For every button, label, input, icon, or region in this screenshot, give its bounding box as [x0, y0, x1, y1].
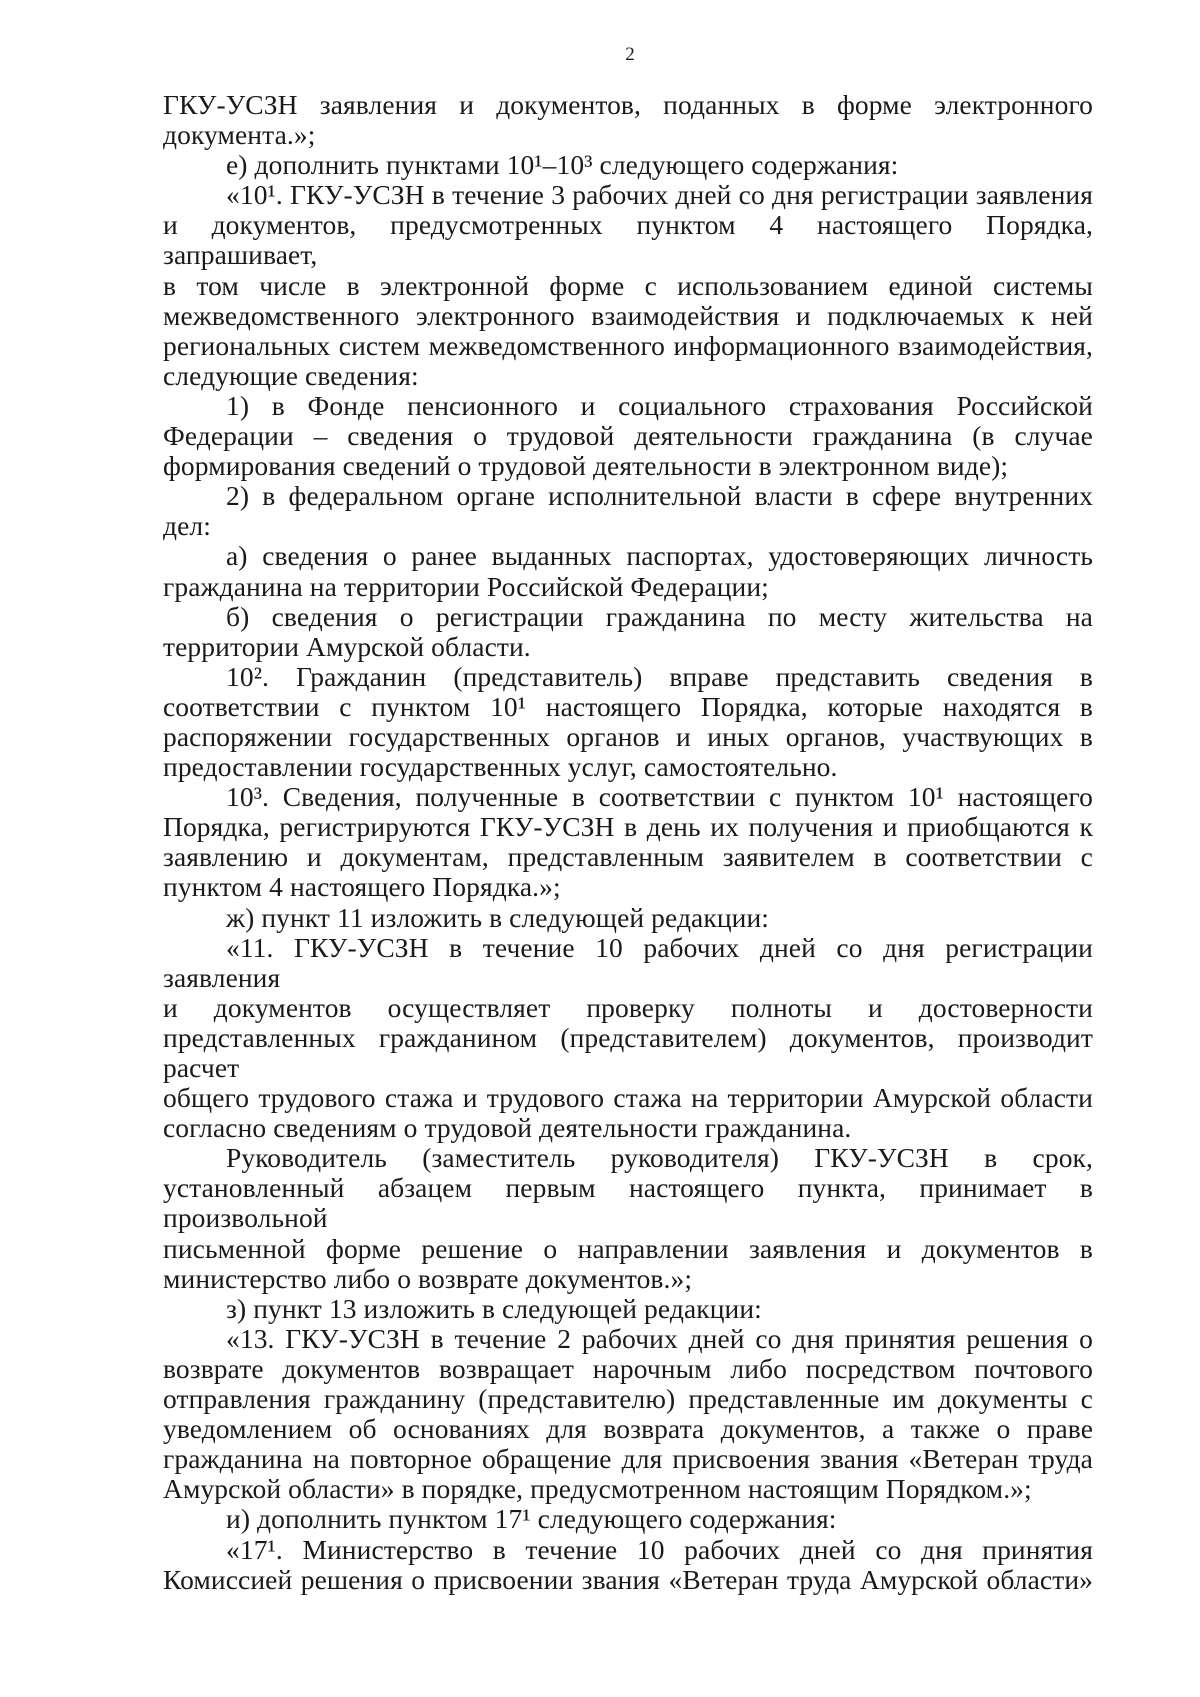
- text-line: представленных гражданином (представителем) документов, производит расчет: [163, 1021, 1093, 1083]
- page-number: 2: [625, 44, 635, 65]
- text-line: Руководитель (заместитель руководителя) ГКУ-УСЗН в срок,: [226, 1142, 1093, 1174]
- text-line: письменной форме решение о направлении заявления и документов в: [163, 1232, 1093, 1264]
- text-line: возврате документов возвращает нарочным либо посредством почтового: [163, 1352, 1093, 1384]
- text-line: общего трудового стажа и трудового стажа на территории Амурской области: [163, 1082, 1093, 1114]
- text-line: пунктом 4 настоящего Порядка.»;: [163, 871, 561, 903]
- text-line: Федерации – сведения о трудовой деятельности гражданина (в случае: [163, 420, 1093, 452]
- text-line: министерство либо о возврате документов.»;: [163, 1262, 693, 1294]
- text-line: 2) в федеральном органе исполнительной власти в сфере внутренних дел:: [163, 480, 1093, 542]
- text-line: а) сведения о ранее выданных паспортах, удостоверяющих личность: [226, 540, 1093, 572]
- text-line: и документов, предусмотренных пунктом 4 настоящего Порядка, запрашивает,: [163, 209, 1093, 271]
- text-line: Порядка, регистрируются ГКУ-УСЗН в день их получения и приобщаются к: [163, 811, 1093, 843]
- text-line: гражданина на повторное обращение для присвоения звания «Ветеран труда: [163, 1443, 1093, 1475]
- text-line: распоряжении государственных органов и иных органов, участвующих в: [163, 720, 1093, 752]
- text-line: ГКУ-УСЗН заявления и документов, поданных в форме электронного: [163, 89, 1093, 120]
- text-line: «17¹. Министерство в течение 10 рабочих дней со дня принятия: [226, 1533, 1093, 1565]
- text-line: «10¹. ГКУ-УСЗН в течение 3 рабочих дней со дня регистрации заявления: [226, 179, 1093, 211]
- text-line: уведомлением об основаниях для возврата документов, а также о праве: [163, 1413, 1093, 1445]
- text-line: з) пункт 13 изложить в следующей редакции:: [226, 1292, 762, 1324]
- document-body: [163, 90, 1093, 1595]
- text-line: 10². Гражданин (представитель) вправе представить сведения в: [226, 660, 1093, 692]
- text-line: Амурской области» в порядке, предусмотренном настоящим Порядком.»;: [163, 1473, 1032, 1505]
- text-line: в том числе в электронной форме с использованием единой системы: [163, 269, 1093, 301]
- text-line: «13. ГКУ-УСЗН в течение 2 рабочих дней со дня принятия решения о: [226, 1322, 1093, 1354]
- text-line: Комиссией решения о присвоении звания «Ветеран труда Амурской области»: [163, 1563, 1093, 1595]
- text-line: е) дополнить пунктами 10¹–10³ следующего содержания:: [226, 149, 899, 181]
- text-line: «11. ГКУ-УСЗН в течение 10 рабочих дней со дня регистрации заявления: [163, 931, 1093, 993]
- text-line: соответствии с пунктом 10¹ настоящего Порядка, которые находятся в: [163, 690, 1093, 722]
- text-line: и) дополнить пунктом 17¹ следующего содержания:: [226, 1503, 837, 1535]
- text-line: документа.»;: [163, 119, 316, 151]
- text-line: и документов осуществляет проверку полноты и достоверности: [163, 991, 1093, 1023]
- text-line: территории Амурской области.: [163, 630, 531, 662]
- text-line: б) сведения о регистрации гражданина по месту жительства на: [226, 600, 1093, 632]
- text-line: заявлению и документам, представленным заявителем в соответствии с: [163, 841, 1093, 873]
- text-line: формирования сведений о трудовой деятельности в электронном виде);: [163, 450, 1009, 482]
- text-line: межведомственного электронного взаимодействия и подключаемых к ней: [163, 299, 1093, 331]
- text-line: предоставлении государственных услуг, самостоятельно.: [163, 751, 838, 783]
- text-line: отправления гражданину (представителю) представленные им документы с: [163, 1383, 1093, 1415]
- text-line: ж) пункт 11 изложить в следующей редакции:: [226, 901, 770, 933]
- text-line: установленный абзацем первым настоящего пункта, принимает в произвольной: [163, 1172, 1093, 1234]
- text-line: 1) в Фонде пенсионного и социального страхования Российской: [226, 389, 1093, 421]
- text-line: гражданина на территории Российской Федерации;: [163, 570, 769, 602]
- text-line: региональных систем межведомственного информационного взаимодействия,: [163, 329, 1093, 361]
- text-line: следующие сведения:: [163, 359, 419, 391]
- text-line: 10³. Сведения, полученные в соответствии с пунктом 10¹ настоящего: [226, 781, 1093, 813]
- text-line: согласно сведениям о трудовой деятельности гражданина.: [163, 1112, 852, 1144]
